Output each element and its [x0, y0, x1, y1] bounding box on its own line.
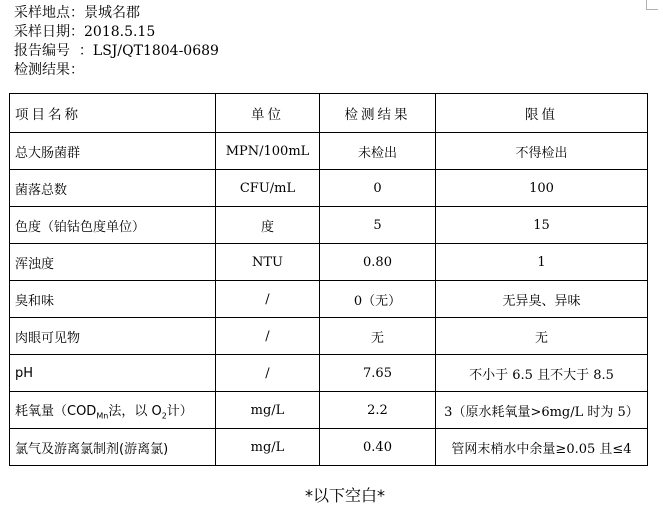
page-corner-mark — [646, 9, 658, 10]
limit-cell: 管网末梢水中余量≥0.05 且≤4 — [436, 429, 648, 466]
result-cell: 2.2 — [320, 392, 436, 429]
limit-cell: 无 — [436, 318, 648, 355]
sampling-date-value: 2018.5.15 — [84, 24, 156, 40]
item-cell: 浑浊度 — [10, 244, 216, 281]
item-subscript-mn: Mn — [96, 411, 109, 421]
result-cell: 5 — [320, 207, 436, 244]
table-row — [10, 133, 648, 170]
item-cell — [10, 392, 216, 429]
unit-cell: mg/L — [216, 392, 320, 429]
result-cell: 无 — [320, 318, 436, 355]
table-row — [10, 392, 648, 429]
result-cell: 0.40 — [320, 429, 436, 466]
sampling-location-value: 景城名郡 — [84, 5, 140, 21]
footer-blank-note: *以下空白* — [304, 486, 385, 505]
table-header-row — [10, 94, 648, 133]
results-line — [14, 61, 219, 80]
item-cell: 总大肠菌群 — [10, 133, 216, 170]
column-header-item: 项目名称 — [10, 94, 216, 133]
result-cell: 0（无） — [320, 281, 436, 318]
results-label: 检测结果： — [14, 62, 84, 78]
item-cell: 菌落总数 — [10, 170, 216, 207]
item-text-part: 耗氧量（COD — [15, 403, 97, 419]
limit-cell: 不得检出 — [436, 133, 648, 170]
result-cell: 0 — [320, 170, 436, 207]
limit-cell: 不小于 6.5 且不大于 8.5 — [436, 355, 648, 392]
item-cell: 肉眼可见物 — [10, 318, 216, 355]
limit-cell: 1 — [436, 244, 648, 281]
table-row — [10, 244, 648, 281]
unit-cell: 度 — [216, 207, 320, 244]
report-number-line — [14, 42, 219, 61]
item-subscript-2: 2 — [161, 411, 167, 421]
item-cell: 臭和味 — [10, 281, 216, 318]
table-row — [10, 281, 648, 318]
sampling-date-line — [14, 23, 219, 42]
limit-cell: 100 — [436, 170, 648, 207]
column-header-result: 检测结果 — [320, 94, 436, 133]
sampling-date-label: 采样日期： — [14, 24, 84, 40]
column-header-unit: 单位 — [216, 94, 320, 133]
item-cell: 氯气及游离氯制剂(游离氯) — [10, 429, 216, 466]
table-row — [10, 170, 648, 207]
item-text-part: 法，以 O — [108, 403, 162, 419]
results-table — [9, 93, 648, 466]
result-cell: 0.80 — [320, 244, 436, 281]
limit-cell: 3（原水耗氧量>6mg/L 时为 5） — [436, 392, 648, 429]
page-corner-mark-vertical — [646, 0, 647, 10]
sampling-location-line — [14, 4, 219, 23]
unit-cell: MPN/100mL — [216, 133, 320, 170]
unit-cell: / — [216, 281, 320, 318]
unit-cell: CFU/mL — [216, 170, 320, 207]
table-row — [10, 355, 648, 392]
item-cell: pH — [10, 355, 216, 392]
report-number-label: 报告编号 — [14, 43, 70, 59]
unit-cell: / — [216, 355, 320, 392]
table-row — [10, 207, 648, 244]
result-cell: 未检出 — [320, 133, 436, 170]
unit-cell: mg/L — [216, 429, 320, 466]
item-text-part: 计） — [166, 403, 193, 419]
limit-cell: 无异臭、异味 — [436, 281, 648, 318]
sampling-location-label: 采样地点： — [14, 5, 84, 21]
limit-cell: 15 — [436, 207, 648, 244]
table-row — [10, 429, 648, 466]
unit-cell: / — [216, 318, 320, 355]
result-cell: 7.65 — [320, 355, 436, 392]
table-row — [10, 318, 648, 355]
item-cell: 色度（铂钴色度单位） — [10, 207, 216, 244]
report-header — [14, 4, 219, 80]
unit-cell: NTU — [216, 244, 320, 281]
column-header-limit: 限值 — [436, 94, 648, 133]
report-number-value: ：LSJ/QT1804-0689 — [78, 43, 219, 59]
